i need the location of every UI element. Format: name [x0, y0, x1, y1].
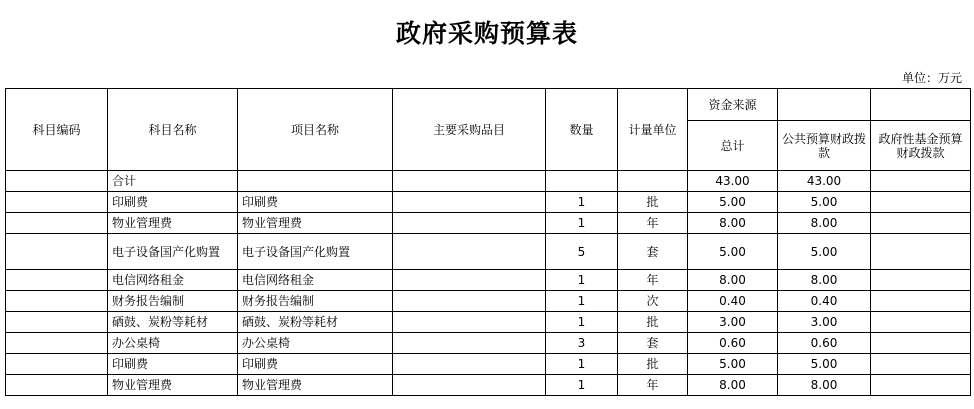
header-project: 项目名称 — [238, 89, 393, 171]
table-row — [6, 192, 971, 213]
cell-items — [393, 213, 546, 234]
cell-uom: 年 — [618, 375, 688, 396]
header-qty: 数量 — [546, 89, 618, 171]
cell-project — [238, 171, 393, 192]
header-items: 主要采购品目 — [393, 89, 546, 171]
cell-public: 8.00 — [778, 270, 871, 291]
cell-total: 8.00 — [688, 375, 778, 396]
cell-public: 5.00 — [778, 234, 871, 270]
cell-code — [6, 213, 108, 234]
cell-subject: 印刷费 — [108, 354, 238, 375]
cell-govfund — [871, 234, 971, 270]
cell-uom: 年 — [618, 213, 688, 234]
table-row — [6, 234, 971, 270]
cell-govfund — [871, 291, 971, 312]
table-row — [6, 291, 971, 312]
cell-uom: 批 — [618, 312, 688, 333]
cell-uom: 套 — [618, 333, 688, 354]
header-funding-blank-2 — [871, 89, 971, 121]
cell-code — [6, 375, 108, 396]
cell-subject: 物业管理费 — [108, 213, 238, 234]
cell-govfund — [871, 213, 971, 234]
cell-public: 0.60 — [778, 333, 871, 354]
cell-items — [393, 234, 546, 270]
cell-public: 0.40 — [778, 291, 871, 312]
unit-label: 单位：万元 — [901, 71, 962, 85]
table-row — [6, 171, 971, 192]
header-funding: 资金来源 — [688, 89, 778, 121]
cell-public: 5.00 — [778, 192, 871, 213]
cell-govfund — [871, 171, 971, 192]
header-govfund: 政府性基金预算财政拨款 — [871, 121, 971, 171]
header-funding-blank — [778, 89, 871, 121]
cell-code — [6, 312, 108, 333]
cell-subject: 办公桌椅 — [108, 333, 238, 354]
cell-subject: 财务报告编制 — [108, 291, 238, 312]
cell-qty: 3 — [546, 333, 618, 354]
cell-project: 物业管理费 — [238, 375, 393, 396]
page-title: 政府采购预算表 — [395, 19, 578, 48]
header-code: 科目编码 — [6, 89, 108, 171]
cell-total: 43.00 — [688, 171, 778, 192]
cell-subject: 物业管理费 — [108, 375, 238, 396]
cell-qty: 1 — [546, 213, 618, 234]
cell-qty: 1 — [546, 375, 618, 396]
cell-code — [6, 234, 108, 270]
cell-subject: 合计 — [108, 171, 238, 192]
cell-qty: 1 — [546, 312, 618, 333]
cell-project: 电子设备国产化购置 — [238, 234, 393, 270]
cell-public: 8.00 — [778, 375, 871, 396]
budget-table — [5, 88, 971, 396]
table-row — [6, 270, 971, 291]
cell-items — [393, 333, 546, 354]
cell-public: 8.00 — [778, 213, 871, 234]
cell-public: 5.00 — [778, 354, 871, 375]
cell-qty: 1 — [546, 270, 618, 291]
cell-total: 8.00 — [688, 270, 778, 291]
cell-subject: 硒鼓、炭粉等耗材 — [108, 312, 238, 333]
cell-govfund — [871, 270, 971, 291]
table-row — [6, 213, 971, 234]
cell-code — [6, 333, 108, 354]
cell-total: 0.40 — [688, 291, 778, 312]
cell-govfund — [871, 375, 971, 396]
cell-project: 印刷费 — [238, 354, 393, 375]
cell-subject: 电信网络租金 — [108, 270, 238, 291]
cell-qty: 1 — [546, 192, 618, 213]
cell-uom: 次 — [618, 291, 688, 312]
cell-total: 5.00 — [688, 234, 778, 270]
cell-total: 0.60 — [688, 333, 778, 354]
table-row — [6, 312, 971, 333]
cell-subject: 电子设备国产化购置 — [108, 234, 238, 270]
cell-items — [393, 354, 546, 375]
cell-govfund — [871, 312, 971, 333]
cell-govfund — [871, 192, 971, 213]
cell-project: 物业管理费 — [238, 213, 393, 234]
cell-items — [393, 171, 546, 192]
cell-govfund — [871, 354, 971, 375]
cell-govfund — [871, 333, 971, 354]
table-row — [6, 354, 971, 375]
cell-total: 8.00 — [688, 213, 778, 234]
cell-uom — [618, 171, 688, 192]
cell-qty: 1 — [546, 354, 618, 375]
cell-project: 电信网络租金 — [238, 270, 393, 291]
cell-code — [6, 291, 108, 312]
cell-uom: 批 — [618, 354, 688, 375]
cell-code — [6, 270, 108, 291]
cell-items — [393, 375, 546, 396]
header-total: 总计 — [688, 121, 778, 171]
table-row — [6, 333, 971, 354]
cell-items — [393, 312, 546, 333]
cell-total: 5.00 — [688, 354, 778, 375]
cell-total: 3.00 — [688, 312, 778, 333]
cell-code — [6, 354, 108, 375]
cell-qty — [546, 171, 618, 192]
cell-public: 43.00 — [778, 171, 871, 192]
cell-project: 硒鼓、炭粉等耗材 — [238, 312, 393, 333]
cell-items — [393, 270, 546, 291]
cell-total: 5.00 — [688, 192, 778, 213]
cell-code — [6, 192, 108, 213]
cell-uom: 年 — [618, 270, 688, 291]
header-uom: 计量单位 — [618, 89, 688, 171]
cell-uom: 套 — [618, 234, 688, 270]
table-row — [6, 375, 971, 396]
cell-qty: 5 — [546, 234, 618, 270]
cell-public: 3.00 — [778, 312, 871, 333]
cell-uom: 批 — [618, 192, 688, 213]
cell-code — [6, 171, 108, 192]
cell-items — [393, 291, 546, 312]
cell-subject: 印刷费 — [108, 192, 238, 213]
cell-project: 财务报告编制 — [238, 291, 393, 312]
header-subject: 科目名称 — [108, 89, 238, 171]
cell-project: 办公桌椅 — [238, 333, 393, 354]
header-public: 公共预算财政拨款 — [778, 121, 871, 171]
cell-items — [393, 192, 546, 213]
cell-qty: 1 — [546, 291, 618, 312]
cell-project: 印刷费 — [238, 192, 393, 213]
